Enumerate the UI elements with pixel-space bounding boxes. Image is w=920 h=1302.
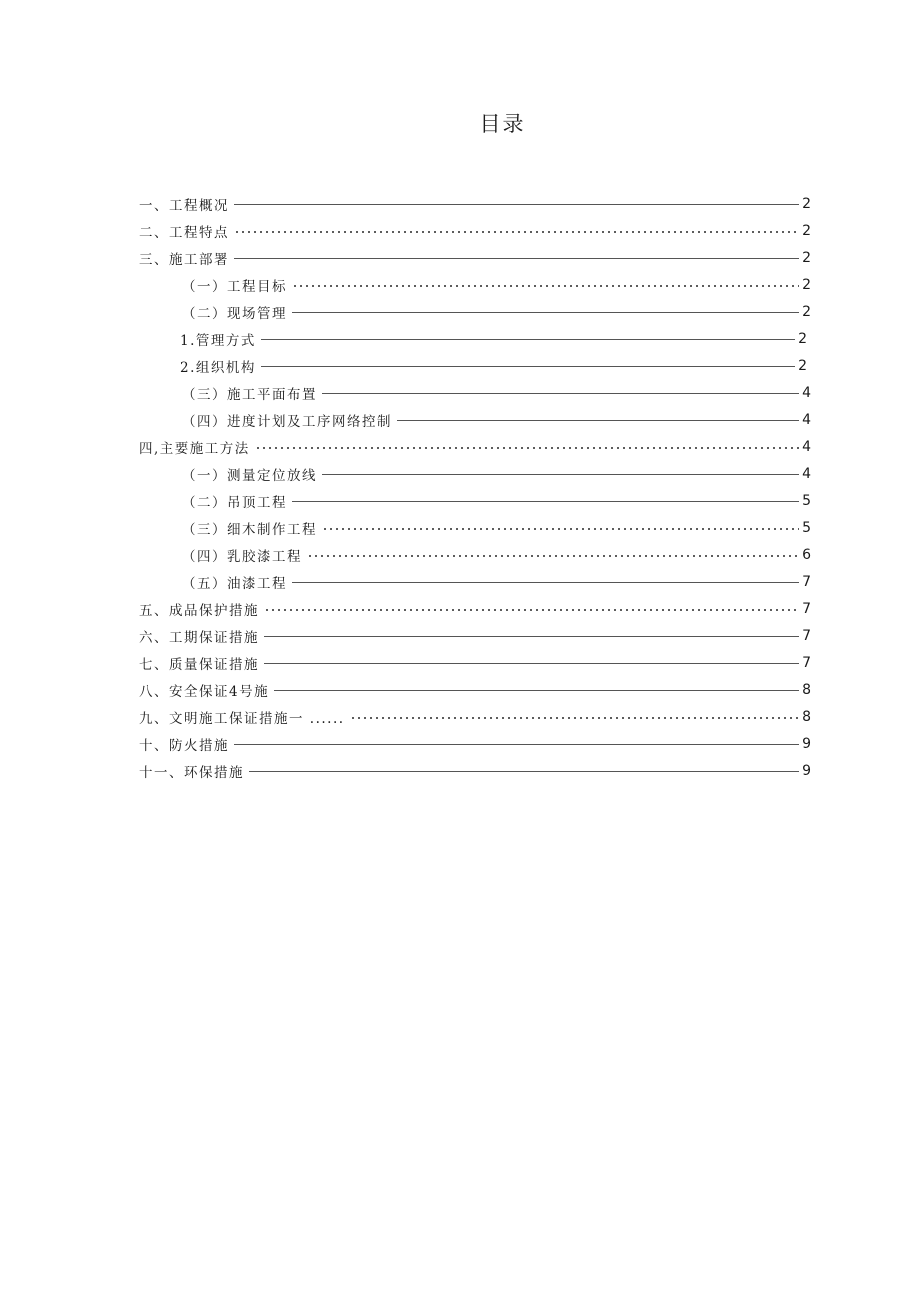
toc-leader-line — [350, 717, 800, 719]
toc-entry-label: 2.组织机构 — [180, 359, 256, 376]
toc-entry-label: 七、质量保证措施 — [139, 656, 259, 673]
toc-entry[interactable] — [139, 379, 811, 406]
toc-leader-line — [292, 285, 799, 287]
toc-entry-label: （五）油漆工程 — [182, 575, 287, 592]
toc-leader-line — [322, 474, 799, 476]
toc-entry-page-number: 2 — [798, 330, 807, 347]
toc-entry-page-number: 9 — [802, 762, 811, 779]
toc-entry[interactable] — [139, 325, 811, 352]
toc-entry-label: （一）工程目标 — [182, 278, 287, 295]
toc-entry-label: （一）测量定位放线 — [182, 467, 317, 484]
toc-leader-line — [292, 312, 799, 314]
toc-entry[interactable] — [139, 568, 811, 595]
toc-entry-label: 十、防火措施 — [139, 737, 229, 754]
toc-entry-page-number: 5 — [802, 519, 811, 536]
toc-entry-page-number: 8 — [802, 681, 811, 698]
toc-leader-line — [261, 366, 795, 368]
toc-entry[interactable] — [139, 190, 811, 217]
toc-entry[interactable] — [139, 595, 811, 622]
toc-entry[interactable] — [139, 730, 811, 757]
toc-entry-page-number: 8 — [802, 708, 811, 725]
toc-leader-line — [249, 771, 799, 773]
toc-entry-label: （二）吊顶工程 — [182, 494, 287, 511]
toc-entry[interactable] — [139, 406, 811, 433]
toc-leader-line — [261, 339, 795, 341]
toc-entry[interactable] — [139, 460, 811, 487]
toc-entry[interactable] — [139, 352, 811, 379]
toc-entry[interactable] — [139, 541, 811, 568]
toc-entry-page-number: 5 — [802, 492, 811, 509]
toc-entry-page-number: 4 — [802, 438, 811, 455]
toc-entry-page-number: 2 — [802, 222, 811, 239]
toc-entry[interactable] — [139, 703, 811, 730]
toc-entry-page-number: 9 — [802, 735, 811, 752]
table-of-contents — [139, 190, 811, 784]
toc-leader-line — [322, 528, 799, 530]
toc-entry-page-number: 7 — [802, 627, 811, 644]
toc-entry[interactable] — [139, 514, 811, 541]
toc-leader-line — [234, 204, 799, 206]
toc-entry-page-number: 7 — [802, 654, 811, 671]
toc-entry[interactable] — [139, 757, 811, 784]
toc-leader-line — [234, 231, 799, 233]
toc-entry-page-number: 2 — [802, 249, 811, 266]
toc-leader-line — [307, 555, 799, 557]
toc-entry-label: 十一、环保措施 — [139, 764, 244, 781]
toc-leader-line — [264, 609, 799, 611]
toc-entry[interactable] — [139, 244, 811, 271]
toc-entry-page-number: 7 — [802, 600, 811, 617]
toc-entry[interactable] — [139, 217, 811, 244]
page-title: 目录 — [479, 112, 526, 136]
toc-leader-line — [264, 636, 799, 638]
toc-entry-page-number: 4 — [802, 411, 811, 428]
toc-entry-page-number: 4 — [802, 465, 811, 482]
toc-entry-label: （四）进度计划及工序网络控制 — [182, 413, 392, 430]
toc-entry-label: 一、工程概况 — [139, 197, 229, 214]
toc-leader-line — [274, 690, 799, 692]
toc-entry-label: 三、施工部署 — [139, 251, 229, 268]
toc-entry-page-number: 2 — [798, 357, 807, 374]
toc-leader-line — [264, 663, 799, 665]
toc-entry-label: 1.管理方式 — [180, 332, 256, 349]
toc-leader-line — [292, 582, 799, 584]
toc-entry-label: （三）细木制作工程 — [182, 521, 317, 538]
toc-leader-line — [234, 744, 799, 746]
toc-leader-line — [255, 447, 799, 449]
toc-entry[interactable] — [139, 676, 811, 703]
toc-entry-label: 四,主要施工方法 — [139, 440, 250, 457]
toc-entry-label: 五、成品保护措施 — [139, 602, 259, 619]
toc-entry-label: 六、工期保证措施 — [139, 629, 259, 646]
toc-leader-line — [292, 501, 799, 503]
toc-leader-line — [322, 393, 799, 395]
toc-entry[interactable] — [139, 298, 811, 325]
toc-entry-page-number: 2 — [802, 303, 811, 320]
toc-entry-label: （四）乳胶漆工程 — [182, 548, 302, 565]
toc-entry-label: （二）现场管理 — [182, 305, 287, 322]
toc-leader-line — [397, 420, 799, 422]
toc-entry[interactable] — [139, 271, 811, 298]
toc-entry-label: 八、安全保证4号施 — [139, 683, 270, 700]
toc-entry-page-number: 4 — [802, 384, 811, 401]
toc-entry[interactable] — [139, 622, 811, 649]
toc-leader-line — [234, 258, 799, 260]
toc-entry-label: 九、文明施工保证措施一 ...... — [139, 710, 345, 727]
toc-entry[interactable] — [139, 649, 811, 676]
toc-entry-page-number: 2 — [802, 276, 811, 293]
toc-entry-page-number: 7 — [802, 573, 811, 590]
toc-entry-page-number: 2 — [802, 195, 811, 212]
toc-entry[interactable] — [139, 487, 811, 514]
toc-entry[interactable] — [139, 433, 811, 460]
toc-entry-page-number: 6 — [802, 546, 811, 563]
toc-entry-label: （三）施工平面布置 — [182, 386, 317, 403]
toc-entry-label: 二、工程特点 — [139, 224, 229, 241]
